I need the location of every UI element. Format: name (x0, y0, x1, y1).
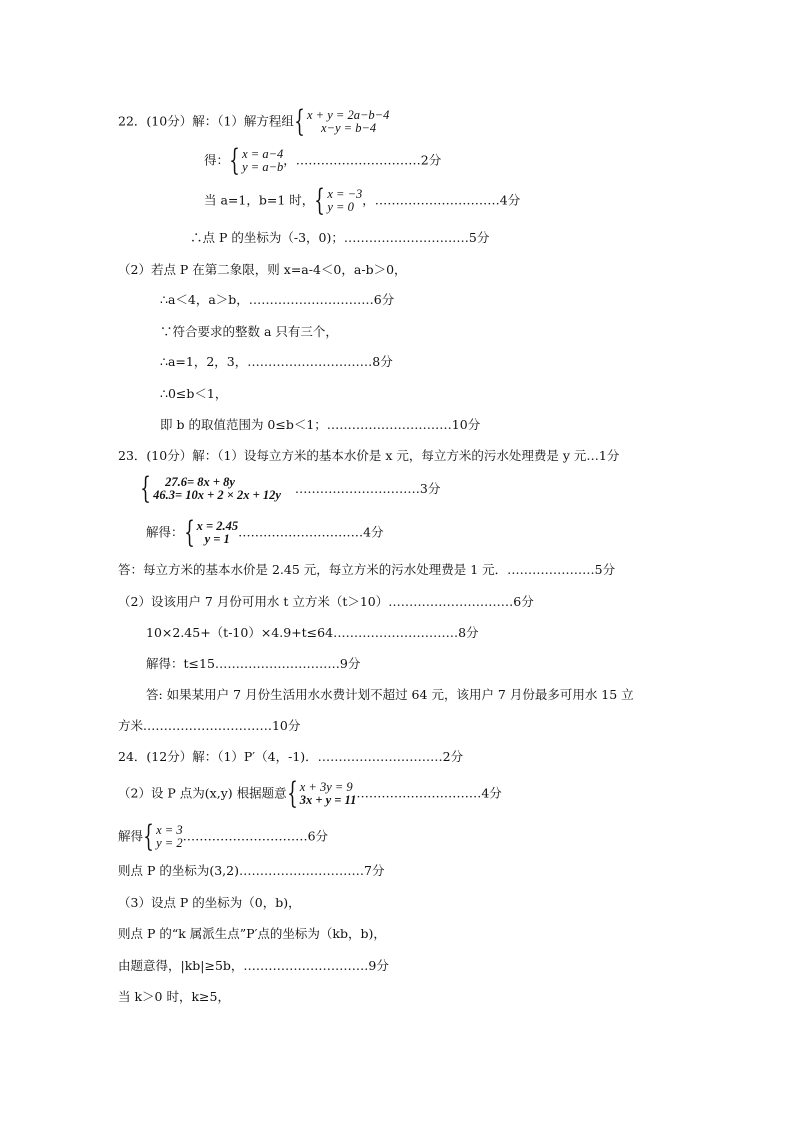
equation-row: x = −3 (327, 187, 363, 201)
q22-line-2 (204, 143, 442, 178)
q22-text: 当 a=1，b=1 时， (204, 192, 315, 208)
equation-row: 27.6= 8x + 8y (165, 475, 235, 489)
equation-row: x−y = b−4 (321, 121, 377, 135)
q22-line-5: （2）若点 P 在第二象限，则 x=a-4＜0，a-b＞0， (118, 262, 407, 277)
q22-score: ，…………………………2分 (283, 152, 442, 168)
q23-text: 解得： (146, 524, 184, 540)
equation-row: x = 3 (156, 823, 183, 837)
q22-system-1 (294, 104, 390, 139)
q23-line-7: 答: 如果某用户 7 月份生活用水水费计划不超过 64 元，该用户 7 月份最多可用水 15 立 (146, 687, 634, 702)
left-brace-icon: { (294, 104, 305, 139)
q24-line-4: 则点 P 的坐标为(3,2)…………………………7分 (118, 863, 385, 878)
equation-row: x = a−4 (242, 147, 284, 161)
q22-line-10: 即 b 的取值范围为 0≤b＜1；…………………………10分 (160, 417, 481, 432)
q22-line-6: ∴a＜4，a＞b，…………………………6分 (160, 292, 395, 307)
q22-system-3 (314, 183, 363, 218)
q22-line-8: ∴a=1，2，3，…………………………8分 (160, 354, 393, 369)
q24-line-2 (118, 776, 502, 811)
left-brace-icon: { (314, 183, 326, 218)
q23-line-3: 答：每立方米的基本水价是 2.45 元，每立方米的污水处理费是 1 元．…………………5分 (118, 562, 616, 577)
equation-row: y = a−b (242, 160, 284, 174)
q22-line-7: ∵符合要求的整数 a 只有三个， (160, 324, 338, 339)
q22-text: 得： (204, 152, 230, 168)
q22-system-2 (229, 143, 284, 178)
q24-text: （2）设 P 点为(x,y) 根据题意 (118, 785, 287, 801)
left-brace-icon: { (229, 143, 240, 178)
q24-system-2 (143, 819, 183, 854)
q23-line-4: （2）设该用户 7 月份可用水 t 立方米（t＞10）…………………………6分 (118, 594, 534, 609)
q22-line-3 (204, 183, 521, 218)
q23-line-1 (140, 471, 441, 506)
q22-line-1 (118, 104, 390, 139)
q23-line-5: 10×2.45+（t-10）×4.9+t≤64…………………………8分 (146, 625, 479, 640)
equation-row: y = 0 (327, 200, 354, 214)
q22-score: ，…………………………4分 (362, 192, 521, 208)
q24-line-3 (118, 819, 329, 854)
q24-heading: 24．(12分）解：（1）P′（4，-1)．…………………………2分 (118, 749, 464, 764)
left-brace-icon: { (183, 515, 195, 550)
left-brace-icon: { (286, 776, 298, 811)
equation-row: x + 3y = 9 (299, 780, 353, 794)
q22-heading: 22．(10分）解：（1）解方程组 (118, 113, 294, 129)
q23-line-8: 方米.…………………………10分 (118, 718, 301, 733)
q24-line-5: （3）设点 P 的坐标为（0，b)， (118, 895, 301, 910)
equation-row: x + y = 2a−b−4 (307, 108, 390, 122)
equation-row: x = 2.45 (196, 519, 239, 533)
q23-score: …………………………4分 (238, 524, 384, 540)
q23-line-6: 解得：t≤15…………………………9分 (146, 656, 361, 671)
equation-row: y = 1 (204, 532, 230, 546)
q24-line-8: 当 k＞0 时，k≥5， (118, 989, 230, 1004)
left-brace-icon: { (143, 819, 154, 854)
q24-line-7: 由题意得，|kb|≥5b，…………………………9分 (118, 958, 389, 973)
q23-system-2 (183, 515, 239, 550)
q24-score: …………………………4分 (356, 785, 502, 801)
q22-line-9: ∴0≤b＜1， (160, 386, 228, 401)
left-brace-icon: { (140, 471, 151, 506)
q24-score: …………………………6分 (182, 828, 329, 844)
q23-system-1 (140, 471, 281, 506)
q24-line-6: 则点 P 的“k 属派生点”P′点的坐标为（kb，b)， (118, 926, 386, 941)
equation-row: 3x + y = 11 (299, 793, 357, 807)
q24-system-1 (286, 776, 357, 811)
equation-row: y = 2 (156, 836, 183, 850)
q22-line-4: ∴点 P 的坐标为（-3，0)；…………………………5分 (190, 230, 490, 245)
q23-heading: 23．(10分）解：（1）设每立方米的基本水价是 x 元，每立方米的污水处理费是 y 元…1分 (118, 448, 620, 463)
q23-line-2 (146, 515, 384, 550)
q24-text: 解得 (118, 828, 144, 844)
q23-score: …………………………3分 (294, 480, 441, 496)
equation-row: 46.3= 10x + 2 × 2x + 12y (153, 488, 281, 502)
